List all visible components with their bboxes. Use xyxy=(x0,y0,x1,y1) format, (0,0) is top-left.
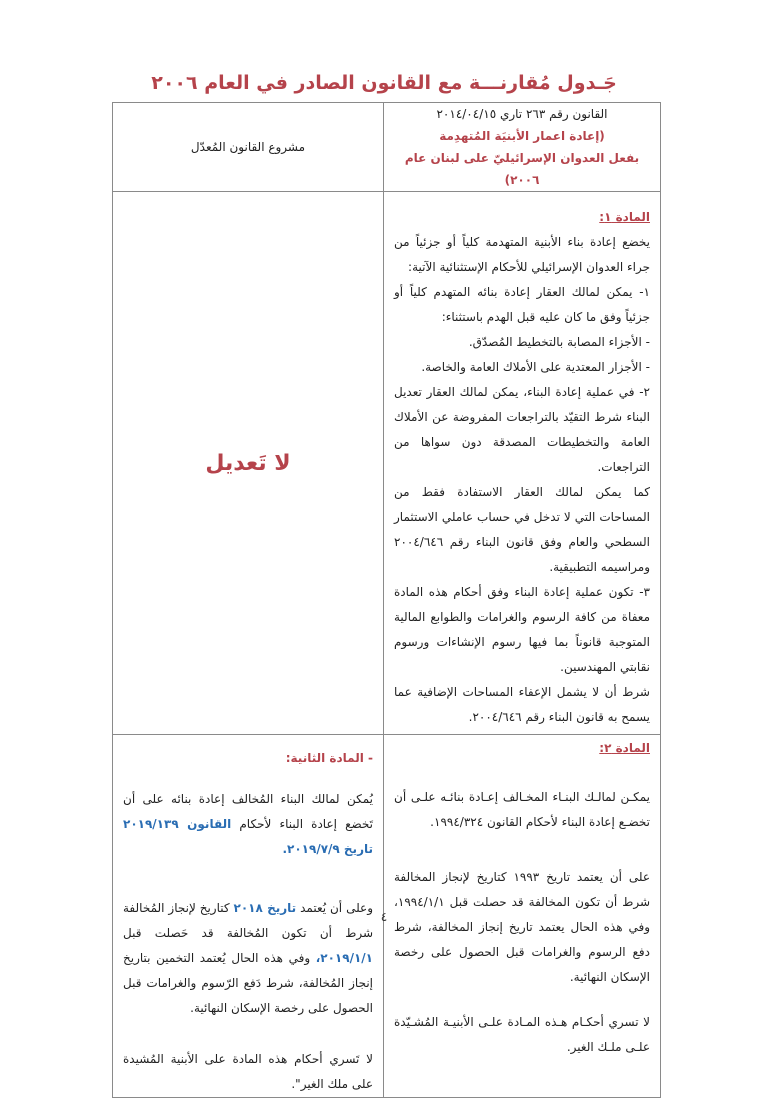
old-law-subject-cont: بفعل العدوان الإسرائيليّ على لبنان عام ٢٠٠٦) xyxy=(404,151,640,187)
article-2-para: يمكـن لمالـك البنـاء المخـالف إعـادة بنائـه علـى أن تخضـع إعادة البناء لأحكام القانون ١٩٩٤/٣٢٤. xyxy=(394,790,650,829)
comparison-table xyxy=(112,102,661,1098)
article-1-para: ٢- في عملية إعادة البناء، يمكن لمالك العقار تعديل البناء شرط التقيّد بالتراجعات المفروضة عن الأملاك العامة والتخطيطات المصدقة دون سواها من التراجعات. xyxy=(394,385,650,474)
article-1-para: يخضع إعادة بناء الأبنية المتهدمة كلياً أو جزئياً من جراء العدوان الإسرائيلي للأحكام الإستثنائية الآتية: xyxy=(394,235,650,274)
article-2-title: المادة ٢: xyxy=(599,741,650,755)
para-text: وعلى أن يُعتمد xyxy=(296,901,373,915)
article-2-para: على أن يعتمد تاريخ ١٩٩٣ كتاريخ لإنجاز المخالفة شرط أن تكون المخالفة قد حصلت قبل ١٩٩٤/١/١، وفي هذه الحال يعتمد تاريخ إنجاز المخالفة، شرط دفع الرسوم والغرامات قبل الحصول على رخصة الإسكان النهائية. xyxy=(394,870,651,984)
article-1-para: شرط أن لا يشمل الإعفاء المساحات الإضافية عما يسمح به قانون البناء رقم ٢٠٠٤/٦٤٦. xyxy=(394,685,650,724)
article-two-title: - المادة الثانية: xyxy=(285,751,373,765)
header-old-law xyxy=(384,103,661,192)
table-row xyxy=(113,192,661,735)
article-1-para: - الأجزاء المصابة بالتخطيط المُصدّق. xyxy=(468,335,650,349)
para-text: كتاريخ لإنجاز المُخالفة شرط أن تكون المُخالفة قد حَصلت قبل xyxy=(123,901,373,940)
date-reference: ٢٠١٩/١/١، xyxy=(315,951,373,965)
old-law-number: القانون رقم ٢٦٣ تاري ٢٠١٤/٠٤/١٥ xyxy=(436,107,608,121)
article-1-para: ١- يمكن لمالك العقار إعادة بنائه المتهدم كلياً أو جزئياً وفق ما كان عليه قبل الهدم باستثناء: xyxy=(394,285,650,324)
row1-old-cell xyxy=(384,192,661,735)
article-1-para: كما يمكن لمالك العقار الاستفادة فقط من المساحات التي لا تدخل في حساب عاملي الاستثمار السطحي والعام وفق قانون البناء رقم ٢٠٠٤/٦٤٦ ومراسيمه التطبيقية. xyxy=(394,485,650,574)
para-text: يُمكن لمالك البناء المُخالف إعادة بنائه على أن تَخضع إعادة البناء لأحكام xyxy=(123,792,373,831)
article-1-para: - الأجزار المعتدية على الأملاك العامة والخاصة. xyxy=(421,360,650,374)
article-1-title: المادة ١: xyxy=(599,210,650,224)
law-reference: القانون ٢٠١٩/١٣٩ تاريخ ٢٠١٩/٧/٩. xyxy=(123,817,373,856)
article-two-para: لا تَسري أحكام هذه المادة على الأبنية المُشيدة على ملك الغير". xyxy=(123,1052,373,1091)
table-header-row xyxy=(113,103,661,192)
article-2-para: لا تسري أحكـام هـذه المـادة علـى الأبنيـة المُشـيّدة علـى ملـك الغير. xyxy=(394,1015,650,1054)
para-text: وفي هذه الحال يُعتمد التخمين بتاريخ إنجاز المُخالفة، شرط دَفع الرّسوم والغرامات قبل الحصول على رخصة الإسكان النهائية. xyxy=(123,951,373,1015)
date-reference: تاريخ ٢٠١٨ xyxy=(233,901,297,915)
page-number: ٤ xyxy=(380,910,388,924)
old-law-subject: (إعادة اعمار الأبنيَة المُتهدِمة xyxy=(439,129,605,143)
article-two-para xyxy=(123,787,373,862)
article-1-para: ٣- تكون عملية إعادة البناء وفق أحكام هذه المادة معفاة من كافة الرسوم والغرامات والطوابع المالية المتوجبة قانوناً بما فيها رسوم الإنشاءات ورسوم نقابتي المهندسين. xyxy=(394,585,650,674)
document-title: جَـدول مُقارنـــة مع القانون الصادر في العام ٢٠٠٦ xyxy=(151,72,617,94)
no-change-label: لا تَعديل xyxy=(113,192,384,735)
header-new-law: مشروع القانون المُعدّل xyxy=(113,103,384,192)
